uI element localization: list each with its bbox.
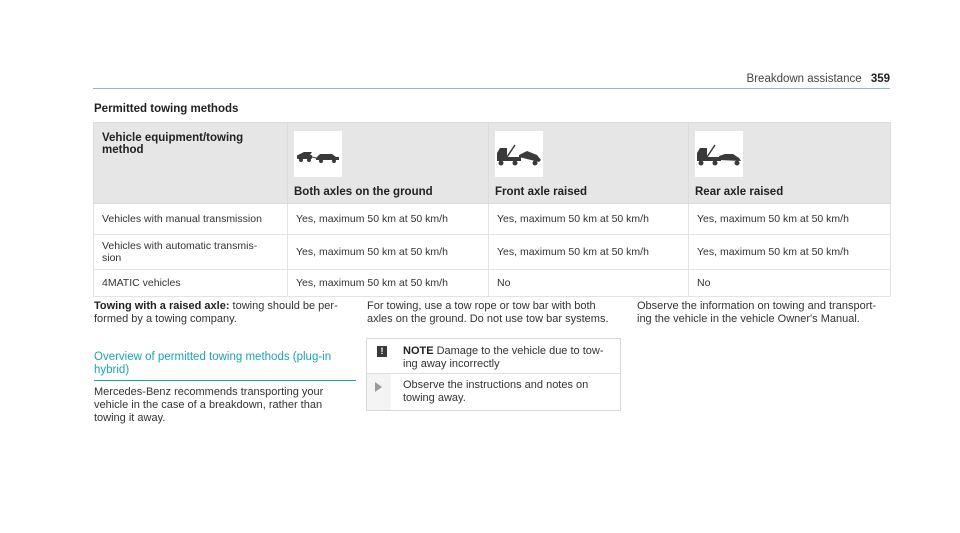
row-label: Vehicles with automatic transmis- sion [94, 235, 288, 270]
page-number: 359 [870, 73, 890, 85]
plug-in-hybrid-subheading: Overview of permitted towing methods (plug-in hybrid) [94, 351, 356, 381]
owners-manual-paragraph: Observe the information on towing and transport- ing the vehicle in the vehicle Owner's Manual. [637, 300, 877, 325]
table-cell: Yes, maximum 50 km at 50 km/h [288, 204, 489, 235]
row-label: 4MATIC vehicles [94, 270, 288, 297]
tow-truck-front-raised-icon [495, 131, 543, 177]
tow-rope-paragraph: For towing, use a tow rope or tow bar with both axles on the ground. Do not use tow bar systems. [367, 300, 609, 325]
table-cell: Yes, maximum 50 km at 50 km/h [689, 235, 891, 270]
car-tow-rope-icon [294, 131, 342, 177]
column-header-rear-raised [689, 123, 891, 204]
table-cell: Yes, maximum 50 km at 50 km/h [288, 270, 489, 297]
recommendation-paragraph: Mercedes-Benz recommends transporting your vehicle in the case of a breakdown, rather than towing it away. [94, 386, 324, 424]
instruction-strip [367, 374, 391, 410]
running-head-section: Breakdown assistance [746, 73, 862, 85]
table-row [94, 270, 891, 297]
table-cell: Yes, maximum 50 km at 50 km/h [689, 204, 891, 235]
table-cell: No [689, 270, 891, 297]
note-description: Damage to the vehicle due to tow- ing away incorrectly [403, 345, 604, 370]
note-box [366, 338, 621, 411]
running-head [747, 73, 890, 85]
corner-header: Vehicle equipment/towing method [94, 123, 288, 204]
towing-raised-axle-paragraph [94, 300, 356, 326]
section-title: Permitted towing methods [94, 103, 239, 115]
table-row [94, 235, 891, 270]
note-label: NOTE [403, 345, 434, 357]
arrow-right-icon [375, 382, 382, 392]
table-row [94, 204, 891, 235]
table-cell: Yes, maximum 50 km at 50 km/h [489, 235, 689, 270]
column-label: Rear axle raised [695, 186, 784, 198]
tow-truck-rear-raised-icon [695, 131, 743, 177]
warning-icon: ! [377, 346, 387, 357]
instruction-text: Observe the instructions and notes on towing away. [403, 379, 589, 404]
table-header-row [94, 123, 891, 204]
column-label: Both axles on the ground [294, 186, 433, 198]
table-cell: No [489, 270, 689, 297]
row-label: Vehicles with manual transmission [94, 204, 288, 235]
column-label: Front axle raised [495, 186, 588, 198]
towing-methods-table [93, 122, 891, 297]
note-header [367, 339, 620, 374]
table-cell: Yes, maximum 50 km at 50 km/h [288, 235, 489, 270]
paragraph-lead: Towing with a raised axle: [94, 300, 230, 312]
note-instruction [367, 374, 620, 410]
column-header-front-raised [489, 123, 689, 204]
table-cell: Yes, maximum 50 km at 50 km/h [489, 204, 689, 235]
header-rule [93, 88, 890, 89]
note-text [403, 345, 613, 371]
column-header-both-axles [288, 123, 489, 204]
paragraph-text: towing should be per- formed by a towing company. [94, 300, 338, 325]
